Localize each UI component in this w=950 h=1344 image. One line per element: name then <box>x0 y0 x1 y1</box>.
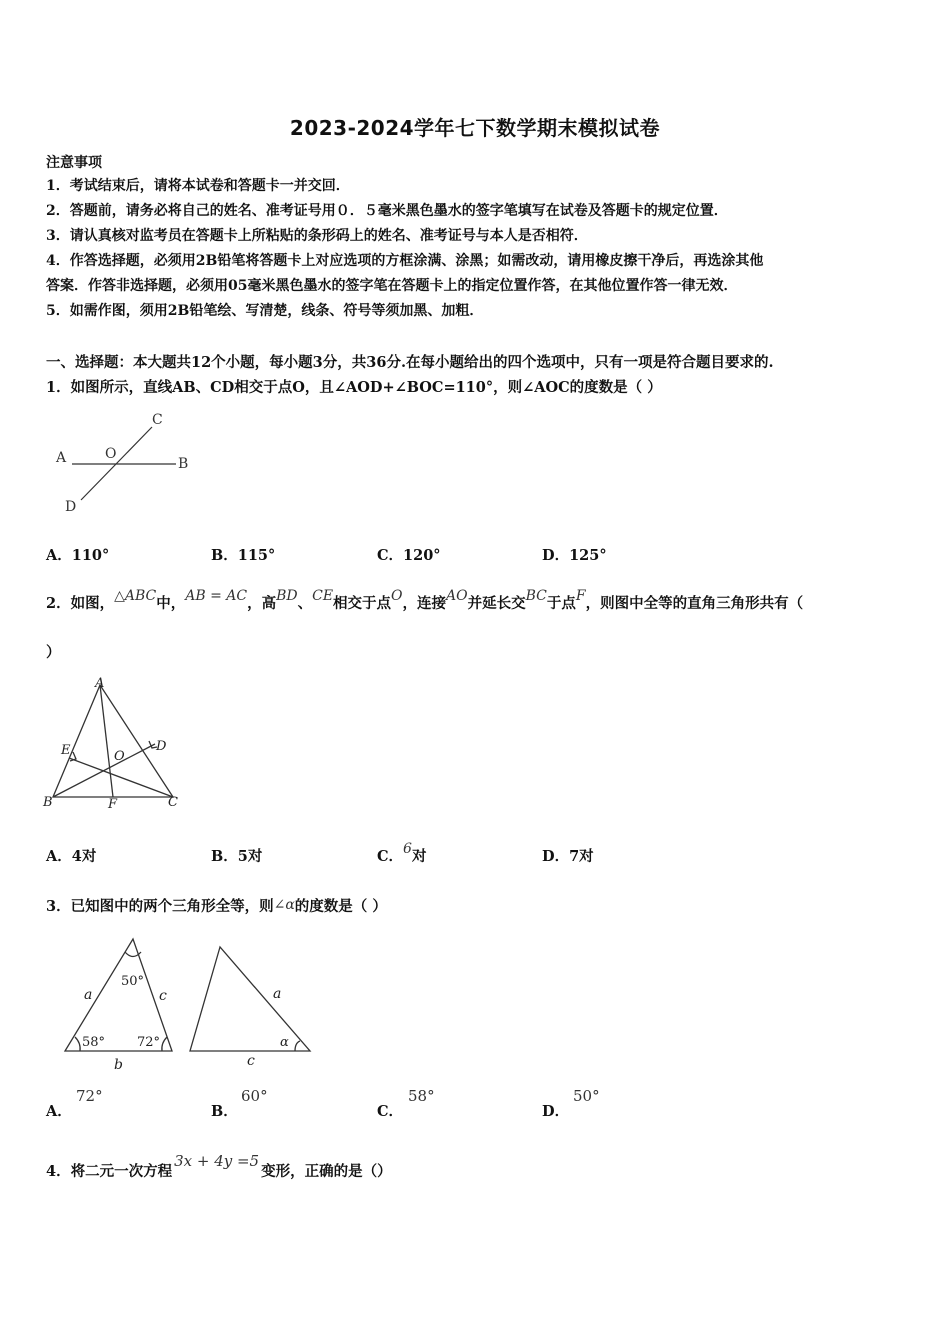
q2-text-part: ，则图中全等的直角三角形共有（ <box>585 595 804 612</box>
notice-item: 4．作答选择题，必须用2B铅笔将答题卡上对应选项的方框涂满、涂黑；如需改动，请用橡皮擦干净后，再选涂其他 <box>46 253 764 269</box>
q2-math-bd: BD <box>276 588 298 604</box>
question-1-figure <box>46 405 206 520</box>
q2-text-part: 相交于点 <box>333 595 392 612</box>
q2-math-ao: AO <box>446 588 468 604</box>
label-b: B <box>43 795 53 810</box>
q4-text-part: 变形，正确的是（） <box>261 1163 392 1180</box>
section-heading: 一、选择题：本大题共12个小题，每小题3分，共36分.在每小题给出的四个选项中，只有一项是符合题目要求的. <box>46 354 774 371</box>
q2-text-part: 2．如图， <box>46 595 115 612</box>
label-d: D <box>156 739 167 754</box>
label-f: F <box>108 797 118 812</box>
q3-option-c-value: 58° <box>408 1087 435 1105</box>
q2-option-b: B．5对 <box>211 848 263 865</box>
page-title: 2023-2024学年七下数学期末模拟试卷 <box>289 116 661 140</box>
q1-option-b: B．115° <box>211 547 276 564</box>
q2-option-c-number: 6 <box>403 841 412 857</box>
q3-option-d-value: 50° <box>573 1087 600 1105</box>
label-alpha: α <box>280 1035 289 1050</box>
q4-math-equation: 3x + 4y =5 <box>174 1152 260 1170</box>
label-t2-a: a <box>273 986 282 1002</box>
triangle-abc <box>53 685 173 797</box>
q2-text-part: 、 <box>297 595 313 612</box>
q2-text-part: 于点 <box>546 595 576 612</box>
notice-item: 3．请认真核对监考员在答题卡上所粘贴的条形码上的姓名、准考证号与本人是否相符． <box>46 228 588 244</box>
q2-math-o: O <box>391 588 403 604</box>
q3-option-b-letter: B． <box>211 1103 238 1120</box>
q2-option-c <box>377 841 427 866</box>
q2-text-part: 中， <box>156 595 186 612</box>
q2-option-c-letter: C． <box>377 848 404 865</box>
label-d: D <box>65 499 77 515</box>
q3-option-c-letter: C． <box>377 1103 404 1120</box>
question-2-figure <box>40 672 190 812</box>
q3-option-a-value: 72° <box>76 1087 103 1105</box>
question-1-text: 1．如图所示，直线AB、CD相交于点O，且∠AOD+∠BOC=110°，则∠AOC的度数是（ ） <box>46 379 662 396</box>
notice-item: 2．答题前，请务必将自己的姓名、准考证号用０．５毫米黑色墨水的签字笔填写在试卷及答题卡的规定位置． <box>46 203 728 219</box>
q2-text-part: 并延长交 <box>467 595 526 612</box>
q1-option-c: C．120° <box>377 547 441 564</box>
label-right-angle: 72° <box>137 1035 161 1050</box>
label-b: B <box>178 456 189 472</box>
q2-option-d: D．7对 <box>542 848 594 865</box>
angle-arc-right <box>162 1037 167 1051</box>
q2-math-equal-sides: AB = AC <box>185 588 248 604</box>
label-a: A <box>56 450 67 466</box>
q2-close-paren: ） <box>46 644 61 661</box>
q3-option-b-value: 60° <box>241 1087 268 1105</box>
q3-option-d-letter: D． <box>542 1103 570 1120</box>
label-side-c: c <box>159 988 167 1004</box>
angle-arc-left <box>75 1037 80 1051</box>
angle-arc-alpha <box>295 1041 300 1051</box>
label-e: E <box>61 743 71 758</box>
label-left-angle: 58° <box>82 1035 106 1050</box>
label-top-angle: 50° <box>121 974 145 989</box>
q1-option-d: D．125° <box>542 547 607 564</box>
label-side-b: b <box>114 1057 123 1073</box>
notice-heading: 注意事项 <box>46 155 102 171</box>
label-o: O <box>105 446 117 462</box>
q4-text-part: 4．将二元一次方程 <box>46 1163 173 1180</box>
q2-option-a: A．4对 <box>46 848 97 865</box>
q2-option-c-suffix: 对 <box>411 848 427 865</box>
q2-math-ce: CE <box>312 588 334 604</box>
q2-math-triangle: △ABC <box>114 588 157 604</box>
label-a: A <box>95 676 105 691</box>
notice-item: 5．如需作图，须用2B铅笔绘、写清楚，线条、符号等须加黑、加粗． <box>46 303 484 319</box>
q3-text-part: 3．已知图中的两个三角形全等，则 <box>46 898 274 915</box>
q2-text-part: ，高 <box>247 595 277 612</box>
label-c: C <box>152 412 163 428</box>
q3-math-alpha: ∠α <box>273 897 295 913</box>
q3-option-a-letter: A． <box>46 1103 72 1120</box>
notice-item: 1．考试结束后，请将本试卷和答题卡一并交回． <box>46 178 350 194</box>
triangle-2 <box>190 947 310 1051</box>
q2-math-f: F <box>575 588 586 604</box>
label-o: O <box>114 749 125 764</box>
question-4-text <box>46 1152 392 1181</box>
q1-option-a: A．110° <box>46 547 110 564</box>
label-c: C <box>168 795 178 810</box>
question-2-text <box>46 588 804 613</box>
question-3-figure <box>55 933 325 1078</box>
notice-item: 答案．作答非选择题，必须用05毫米黑色墨水的签字笔在答题卡上的指定位置作答，在其他位置作答一律无效． <box>46 278 738 294</box>
q2-text-part: ，连接 <box>402 595 447 612</box>
q2-math-bc: BC <box>525 588 547 604</box>
label-side-a: a <box>84 987 93 1003</box>
q3-text-part: 的度数是（ ） <box>294 898 387 915</box>
label-t2-c: c <box>247 1053 255 1069</box>
question-3-text <box>46 895 387 916</box>
